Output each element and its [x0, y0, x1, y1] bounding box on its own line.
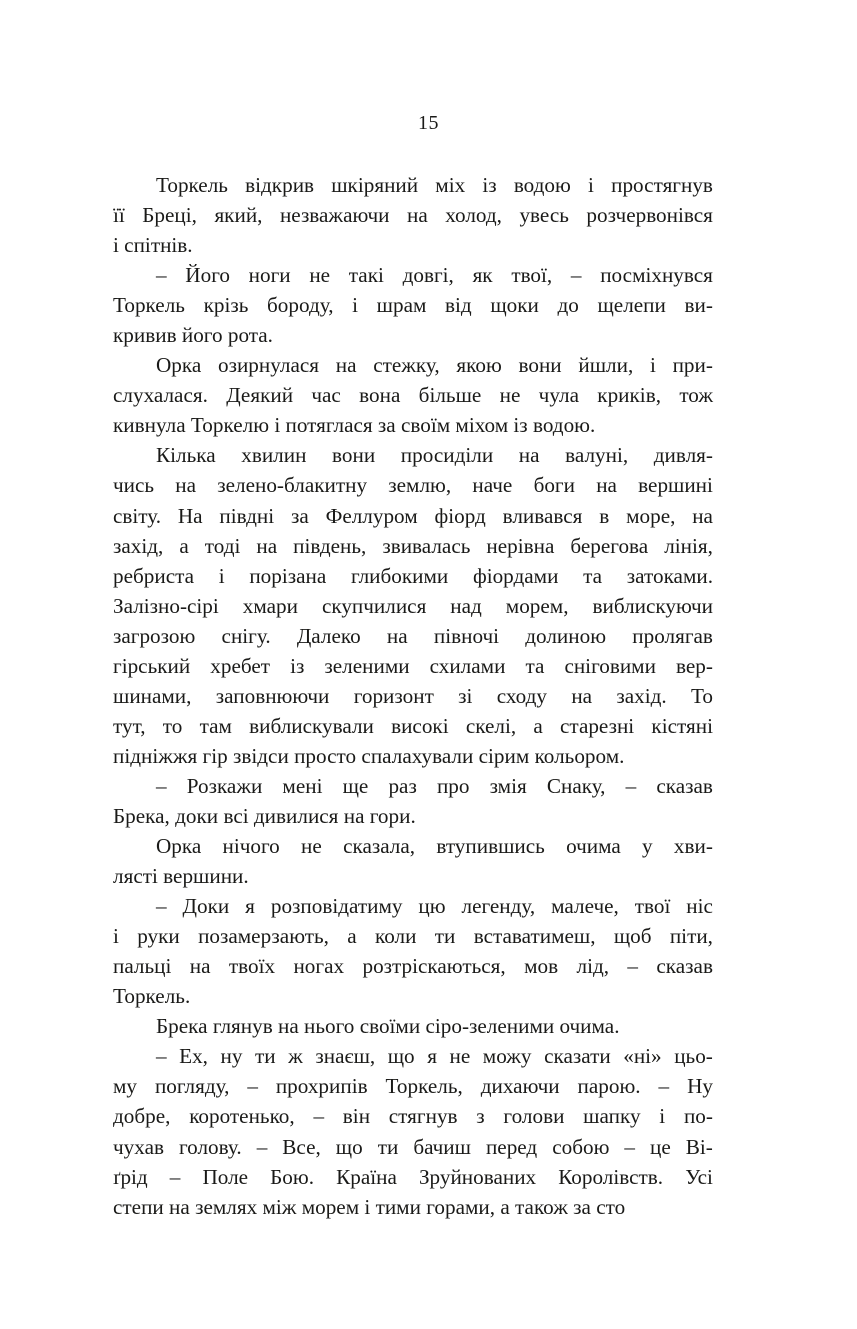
word: міх — [435, 173, 466, 197]
word: ти — [255, 1044, 276, 1069]
word: за — [290, 503, 309, 528]
word: загрозою — [113, 623, 196, 648]
word: вершині — [638, 473, 713, 498]
word: не — [449, 1044, 471, 1069]
word: Країна — [336, 1164, 397, 1189]
text-line: лясті вершини. — [113, 864, 249, 889]
text-line — [113, 531, 713, 561]
word: бороду, — [267, 293, 334, 318]
word: Кілька — [156, 443, 216, 468]
word: собою — [552, 1134, 610, 1159]
word: – — [169, 1164, 181, 1189]
word: на — [571, 683, 593, 708]
word: зелено-блакитну — [217, 473, 368, 498]
word: там — [199, 713, 232, 738]
word: південь, — [293, 533, 367, 558]
word: над — [450, 593, 482, 618]
text-line — [113, 440, 713, 470]
word: мені — [282, 773, 323, 798]
word: чула — [538, 383, 579, 408]
word: Поле — [202, 1164, 249, 1189]
word: гірський — [113, 653, 191, 678]
word: наче — [472, 473, 513, 498]
word: – — [625, 773, 637, 798]
word: сказала, — [343, 834, 416, 859]
word: при- — [672, 353, 713, 378]
word: увесь — [519, 203, 569, 228]
word: добре, — [113, 1104, 171, 1129]
word: – — [156, 894, 167, 919]
word: озирнулася — [218, 353, 320, 378]
word: то — [162, 713, 183, 738]
word: криків, — [597, 383, 661, 408]
word: її — [113, 203, 125, 228]
word: коротенько, — [189, 1104, 295, 1129]
word: на — [335, 353, 357, 378]
word: Королівств. — [558, 1164, 664, 1189]
word: мов — [524, 954, 559, 979]
text-line: і спітнів. — [113, 233, 193, 258]
word: хви- — [673, 834, 713, 859]
word: я — [245, 894, 255, 919]
word: Усі — [685, 1164, 713, 1189]
word: в — [599, 503, 610, 528]
word: цю — [418, 894, 446, 919]
word: заповнюючи — [215, 683, 330, 708]
word: і — [659, 1104, 666, 1129]
word: у — [642, 834, 653, 859]
text-line — [113, 891, 713, 921]
text-line: Брека глянув на нього своїми сіро-зеленими очима. — [156, 1014, 620, 1039]
word: посміхнувся — [600, 263, 713, 288]
word: ти — [377, 1134, 399, 1159]
paragraph — [113, 170, 713, 260]
word: кістяні — [651, 713, 713, 738]
word: розповідатиму — [270, 894, 403, 919]
word: ноги — [248, 263, 291, 288]
text-line — [113, 350, 713, 380]
word: сказати — [544, 1044, 611, 1069]
word: шкіряний — [331, 173, 419, 197]
text-line: кивнула Торкелю і потяглася за своїм міхом із водою. — [113, 413, 596, 438]
word: цьо- — [674, 1044, 713, 1069]
word: тут, — [113, 713, 146, 738]
paragraph — [113, 771, 713, 831]
word: сходу — [496, 683, 548, 708]
word: ще — [342, 773, 369, 798]
word: виблискуючи — [592, 593, 713, 618]
word: глибокими — [350, 563, 449, 588]
word: пальці — [113, 954, 172, 979]
word: лід, — [576, 954, 610, 979]
paragraph — [113, 350, 713, 440]
word: хребет — [210, 653, 271, 678]
word: вони — [332, 443, 376, 468]
word: стягнув — [388, 1104, 458, 1129]
word: позамерзають, — [198, 924, 329, 949]
word: землю, — [388, 473, 452, 498]
word: Бою. — [270, 1164, 315, 1189]
word: – — [156, 263, 167, 288]
word: – — [627, 954, 639, 979]
word: скупчилися — [321, 593, 427, 618]
word: на — [256, 533, 278, 558]
page-number: 15 — [418, 112, 439, 134]
text-line — [113, 170, 713, 200]
text-line — [113, 470, 713, 500]
word: холод, — [445, 203, 502, 228]
word: берегова — [570, 533, 649, 558]
word: знаєш, — [315, 1044, 376, 1069]
word: ну — [220, 1044, 243, 1069]
word: твої, — [511, 263, 553, 288]
word: чухав — [113, 1134, 164, 1159]
word: хвилин — [241, 443, 307, 468]
word: втупившись — [436, 834, 545, 859]
word: що — [387, 1044, 415, 1069]
word: на — [692, 503, 713, 528]
word: Торкель, — [385, 1074, 463, 1099]
word: з — [476, 1104, 485, 1129]
text-line — [113, 651, 713, 681]
word: сніговими — [564, 653, 656, 678]
word: Феллуром — [325, 503, 418, 528]
word: снігу. — [221, 623, 271, 648]
word: Торкель — [156, 173, 228, 197]
word: це — [650, 1134, 671, 1159]
word: вона — [359, 383, 401, 408]
word: виблискували — [249, 713, 374, 738]
word: прохрипів — [275, 1074, 368, 1099]
word: на — [406, 203, 428, 228]
word: просиділи — [400, 443, 494, 468]
word: му — [113, 1074, 138, 1099]
word: То — [691, 683, 713, 708]
word: старезні — [560, 713, 635, 738]
word: він — [342, 1104, 371, 1129]
word: ж — [288, 1044, 303, 1069]
word: йшли, — [578, 353, 634, 378]
text-line — [113, 1071, 713, 1101]
word: щоб — [613, 924, 652, 949]
text-line — [113, 501, 713, 531]
word: і — [352, 293, 359, 318]
word: – — [156, 1044, 167, 1069]
word: нічого — [222, 834, 280, 859]
word: Зруйнованих — [418, 1164, 537, 1189]
text-line: Торкель. — [113, 984, 191, 1009]
word: довгі, — [402, 263, 454, 288]
word: – — [658, 1074, 670, 1099]
text-line — [113, 200, 713, 230]
text-line — [113, 1041, 713, 1071]
word: час — [311, 383, 341, 408]
paragraph — [113, 891, 713, 1011]
word: який, — [214, 203, 263, 228]
paragraph — [113, 440, 713, 771]
word: – — [256, 1134, 268, 1159]
word: погляду, — [154, 1074, 230, 1099]
word: відкрив — [245, 173, 315, 197]
word: ви- — [684, 293, 713, 318]
word: боги — [533, 473, 575, 498]
word: якою — [456, 353, 502, 378]
word: і — [218, 563, 225, 588]
paragraph — [113, 831, 713, 891]
word: на — [596, 473, 617, 498]
word: валуні, — [565, 443, 629, 468]
text-line — [113, 771, 713, 801]
text-line: степи на землях між морем і тими горами, а також за сто — [113, 1194, 626, 1219]
word: ніс — [686, 894, 713, 919]
word: незважаючи — [279, 203, 390, 228]
word: та — [583, 563, 603, 588]
word: Ві- — [685, 1134, 713, 1159]
word: півдні — [219, 503, 275, 528]
word: Снаку, — [546, 773, 606, 798]
word: простягнув — [611, 173, 713, 197]
word: змія — [489, 773, 527, 798]
word: горизонт — [353, 683, 434, 708]
word: про — [436, 773, 470, 798]
word: на — [189, 954, 211, 979]
text-line — [113, 290, 713, 320]
word: на — [175, 473, 197, 498]
word: із — [290, 653, 305, 678]
word: на — [518, 443, 540, 468]
paragraph — [113, 1011, 713, 1041]
word: світу. — [113, 503, 162, 528]
word: та — [525, 653, 545, 678]
word: тоді — [204, 533, 241, 558]
text-line — [113, 591, 713, 621]
word: не — [309, 263, 331, 288]
word: – — [247, 1074, 258, 1099]
word: твої — [634, 894, 671, 919]
word: ногах — [293, 954, 345, 979]
word: що — [335, 1134, 363, 1159]
word: як — [472, 263, 493, 288]
word: півночі — [433, 623, 500, 648]
word: а — [533, 713, 543, 738]
word: такі — [348, 263, 384, 288]
word: і — [113, 924, 119, 949]
word: шинами, — [113, 683, 192, 708]
word: на — [386, 623, 408, 648]
body-text — [113, 170, 713, 1222]
word: вони — [518, 353, 562, 378]
word: легенду, — [461, 894, 536, 919]
text-line — [113, 681, 713, 711]
text-line: підніжжя гір звідси просто спалахували сірим кольором. — [113, 743, 625, 768]
word: Бреці, — [142, 203, 197, 228]
word: затоками. — [626, 563, 713, 588]
word: тож — [679, 383, 713, 408]
word: морем, — [505, 593, 569, 618]
word: голову. — [178, 1134, 242, 1159]
word: Орка — [156, 834, 202, 859]
word: Все, — [282, 1134, 321, 1159]
word: руки — [137, 924, 180, 949]
word: вставатимеш, — [473, 924, 596, 949]
word: – — [156, 773, 167, 798]
word: зі — [458, 683, 473, 708]
word: Доки — [182, 894, 230, 919]
word: долиною — [525, 623, 607, 648]
word: На — [177, 503, 203, 528]
word: дивля- — [653, 443, 713, 468]
text-line — [113, 1101, 713, 1131]
word: раз — [388, 773, 417, 798]
word: ти — [434, 924, 456, 949]
word: водою — [513, 173, 571, 197]
word: – — [570, 263, 582, 288]
word: крізь — [203, 293, 249, 318]
text-line — [113, 831, 713, 861]
word: розтріскаються, — [362, 954, 506, 979]
word: а — [179, 533, 189, 558]
word: ґрід — [113, 1164, 148, 1189]
word: лінія, — [664, 533, 713, 558]
paragraph — [113, 260, 713, 350]
word: Орка — [156, 353, 202, 378]
word: чись — [113, 473, 155, 498]
word: шапку — [583, 1104, 641, 1129]
word: нерівна — [486, 533, 555, 558]
word: коли — [375, 924, 417, 949]
word: шрам — [376, 293, 427, 318]
word: а — [347, 924, 357, 949]
word: не — [499, 383, 521, 408]
word: зеленими — [324, 653, 410, 678]
word: слухалася. — [113, 383, 208, 408]
word: «ні» — [623, 1044, 662, 1069]
word: щелепи — [597, 293, 666, 318]
word: Ех, — [179, 1044, 208, 1069]
word: розчервонівся — [586, 203, 713, 228]
word: очима — [566, 834, 621, 859]
word: – — [313, 1104, 325, 1129]
word: Торкель — [113, 293, 185, 318]
word: Деякий — [226, 383, 294, 408]
word: Залізно-сірі — [113, 593, 219, 618]
word: Ну — [687, 1074, 713, 1099]
word: море, — [626, 503, 676, 528]
text-line — [113, 921, 713, 951]
word: схилами — [429, 653, 506, 678]
word: перед — [485, 1134, 538, 1159]
word: Його — [185, 263, 230, 288]
word: щоки — [490, 293, 539, 318]
word: пролягав — [632, 623, 713, 648]
word: твоїх — [228, 954, 276, 979]
word: Розкажи — [186, 773, 263, 798]
text-line — [113, 711, 713, 741]
text-line — [113, 1162, 713, 1192]
word: сказав — [656, 954, 713, 979]
word: і — [649, 353, 656, 378]
word: фіорд — [434, 503, 486, 528]
word: по- — [683, 1104, 713, 1129]
word: порізана — [249, 563, 327, 588]
text-line — [113, 260, 713, 290]
word: із — [482, 173, 497, 197]
word: вливався — [502, 503, 583, 528]
word: голови — [503, 1104, 565, 1129]
word: фіордами — [472, 563, 559, 588]
word: можу — [482, 1044, 532, 1069]
text-line — [113, 621, 713, 651]
word: піти, — [669, 924, 713, 949]
word: – — [624, 1134, 636, 1159]
paragraph — [113, 1041, 713, 1221]
text-line — [113, 561, 713, 591]
word: малече, — [551, 894, 619, 919]
text-line: кривив його рота. — [113, 323, 273, 348]
word: вер- — [675, 653, 713, 678]
word: Далеко — [296, 623, 361, 648]
word: дихаючи — [480, 1074, 560, 1099]
word: звивалась — [382, 533, 471, 558]
word: високі — [391, 713, 449, 738]
word: я — [427, 1044, 437, 1069]
word: хмари — [242, 593, 298, 618]
word: бачиш — [413, 1134, 471, 1159]
word: сказав — [656, 773, 713, 798]
text-line — [113, 951, 713, 981]
word: і — [588, 173, 594, 197]
word: захід. — [616, 683, 667, 708]
word: від — [445, 293, 472, 318]
word: стежку, — [373, 353, 440, 378]
text-line — [113, 1132, 713, 1162]
word: захід, — [113, 533, 164, 558]
word: скелі, — [465, 713, 517, 738]
word: більше — [418, 383, 482, 408]
word: не — [301, 834, 322, 859]
word: парою. — [577, 1074, 641, 1099]
word: до — [557, 293, 579, 318]
text-line — [113, 380, 713, 410]
text-line: Брека, доки всі дивилися на гори. — [113, 803, 416, 828]
word: ребриста — [113, 563, 195, 588]
